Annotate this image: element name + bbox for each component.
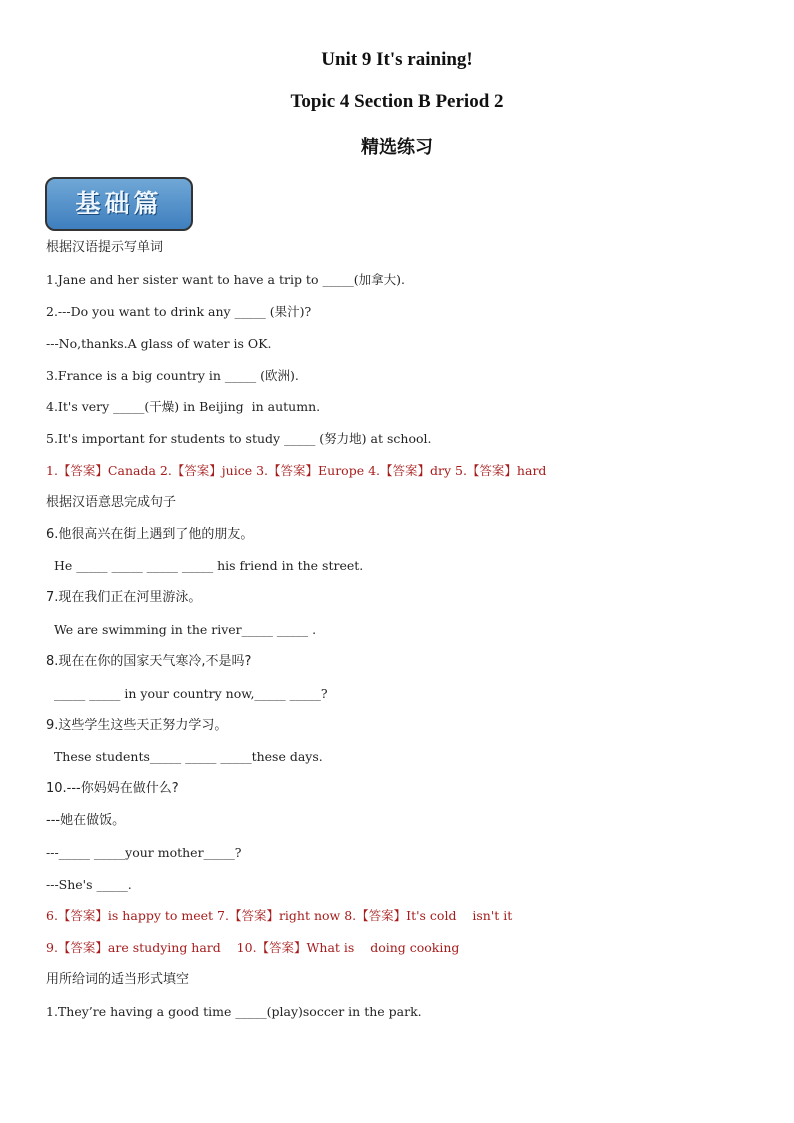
question-10-reply-sentence: ---She's _____.: [46, 877, 132, 892]
question-7-prompt: 7.现在我们正在河里游泳。: [46, 590, 202, 605]
section1-heading: 根据汉语提示写单词: [46, 240, 164, 255]
question-8-prompt: 8.现在在你的国家天气寒冷,不是吗?: [46, 654, 252, 669]
question-3: 3.France is a big country in _____ (欧洲).: [46, 368, 299, 383]
question-9-prompt: 9.这些学生这些天正努力学习。: [46, 718, 228, 733]
page-subtitle: Topic 4 Section B Period 2: [290, 91, 504, 112]
question-10-prompt: 10.---你妈妈在做什么?: [46, 781, 179, 796]
exercise-label: 精选练习: [361, 137, 433, 158]
question-2: 2.---Do you want to drink any _____ (果汁)?: [46, 304, 312, 319]
question-7-sentence: We are swimming in the river_____ _____ .: [46, 622, 317, 637]
question-6-sentence: He _____ _____ _____ _____ his friend in the street.: [46, 558, 364, 573]
question-10-sentence: ---_____ _____your mother_____?: [46, 845, 242, 860]
question-6-prompt: 6.他很高兴在街上遇到了他的朋友。: [46, 527, 254, 542]
fill-question-1: 1.They’re having a good time _____(play)soccer in the park.: [46, 1004, 422, 1019]
question-10-reply-prompt: ---她在做饭。: [46, 813, 126, 828]
section2-heading: 根据汉语意思完成句子: [46, 495, 177, 510]
badge-label: 基础篇: [75, 189, 163, 218]
question-8-sentence: _____ _____ in your country now,_____ _____?: [46, 686, 328, 701]
question-9-sentence: These students_____ _____ _____these days.: [46, 749, 323, 764]
question-5: 5.It's important for students to study _____ (努力地) at school.: [46, 431, 432, 446]
section3-heading: 用所给词的适当形式填空: [46, 972, 190, 987]
page-title: Unit 9 It's raining!: [321, 49, 473, 70]
question-4: 4.It's very _____(干燥) in Beijing in autumn.: [46, 399, 321, 414]
section1-answers: 1.【答案】Canada 2.【答案】juice 3.【答案】Europe 4.【答案】dry 5.【答案】hard: [46, 463, 547, 478]
question-2-reply: ---No,thanks.A glass of water is OK.: [46, 336, 272, 351]
basic-section-badge: [45, 177, 193, 231]
question-1: 1.Jane and her sister want to have a trip to _____(加拿大).: [46, 272, 405, 287]
section2-answers-line1: 6.【答案】is happy to meet 7.【答案】right now 8.【答案】It's cold isn't it: [46, 908, 513, 923]
section2-answers-line2: 9.【答案】are studying hard 10.【答案】What is doing cooking: [46, 940, 460, 955]
